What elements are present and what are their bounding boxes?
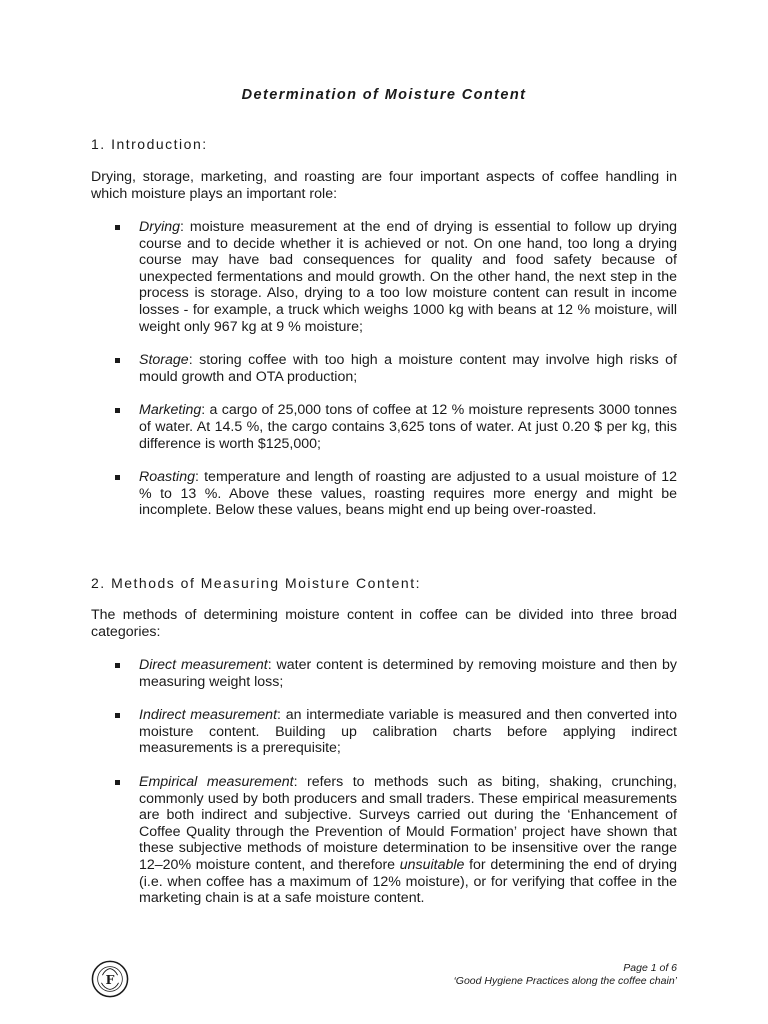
bullet-text: : water content is determined by removing moisture and then by measuring weight loss; (139, 657, 677, 690)
fao-logo-icon (91, 960, 129, 998)
bullet-text: : temperature and length of roasting are adjusted to a usual moisture of 12 % to 13 %. Above these values, roasting requires more energy and might be incomplete. Below these values, beans might end up being over-roasted. (139, 469, 677, 519)
bullet-term: Empirical measurement (139, 773, 294, 790)
bullet-text: : refers to methods such as biting, shaking, crunching, commonly used by both producers and small traders. These empirical measurements are both indirect and subjective. Surveys carried out during the ‘Enhancement of Coffee Quality through the Prevention of Mould Formation’ project have shown that these subjective methods of moisture determination to be insensitive over the range 12–20% moisture content, and therefore (139, 773, 677, 873)
bullet-term: Indirect measurement (139, 707, 278, 724)
emphasis-unsuitable: unsuitable (399, 856, 465, 873)
bullet-empirical-measurement (91, 774, 677, 907)
bullet-text: for determining the end of drying (i.e. when coffee has a maximum of 12% moisture), or for verifying that coffee in the marketing chain is at a safe moisture content. (139, 856, 677, 907)
bullet-square-icon (115, 475, 120, 480)
bullet-square-icon (115, 663, 120, 668)
bullet-term: Storage (139, 352, 189, 369)
bullet-direct-measurement (91, 657, 677, 690)
footer-document-title: ‘Good Hygiene Practices along the coffee chain’ (453, 975, 677, 987)
bullet-square-icon (115, 358, 120, 363)
bullet-text: : moisture measurement at the end of drying is essential to follow up drying course and to decide whether it is achieved or not. On one hand, too long a drying course may have bad consequences for quality and food safety because of unexpected fermentations and mould growth. On the other hand, the next step in the process is storage. Also, drying to a too low moisture content can result in income losses - for example, a truck which weighs 1000 kg with beans at 12 % moisture, will weight only 967 kg at 9 % moisture; (139, 219, 677, 335)
bullet-indirect-measurement (91, 707, 677, 757)
bullet-text: : an intermediate variable is measured and then converted into moisture content. Building up calibration charts before applying indirect measurements is a prerequisite; (139, 707, 677, 757)
introduction-bullet-list (91, 219, 677, 536)
introduction-paragraph: Drying, storage, marketing, and roasting are four important aspects of coffee handling in which moisture plays an important role: (91, 169, 677, 202)
bullet-term: Direct measurement (139, 657, 268, 673)
bullet-term: Roasting (139, 469, 195, 486)
page-footer (91, 960, 677, 990)
bullet-storage (91, 352, 677, 385)
bullet-text: : a cargo of 25,000 tons of coffee at 12 % moisture represents 3000 tonnes of water. At 14.5 %, the cargo contains 3,625 tons of water. At just 0.20 $ per kg, this difference is worth $125,000; (139, 402, 677, 452)
bullet-square-icon (115, 225, 120, 230)
section-heading-introduction: 1. Introduction: (91, 136, 208, 152)
methods-paragraph: The methods of determining moisture content in coffee can be divided into three broad categories: (91, 607, 677, 640)
bullet-roasting (91, 469, 677, 519)
page-number: Page 1 of 6 (623, 962, 677, 974)
bullet-term: Drying (139, 219, 180, 235)
section-heading-methods: 2. Methods of Measuring Moisture Content: (91, 575, 421, 591)
bullet-square-icon (115, 780, 120, 785)
bullet-marketing (91, 402, 677, 452)
bullet-drying (91, 219, 677, 335)
methods-bullet-list (91, 657, 677, 924)
bullet-text: : storing coffee with too high a moisture content may involve high risks of mould growth and OTA production; (139, 352, 677, 385)
bullet-square-icon (115, 408, 120, 413)
bullet-square-icon (115, 713, 120, 718)
svg-text:F: F (105, 971, 115, 987)
bullet-term: Marketing (139, 402, 202, 419)
document-title: Determination of Moisture Content (241, 87, 527, 103)
